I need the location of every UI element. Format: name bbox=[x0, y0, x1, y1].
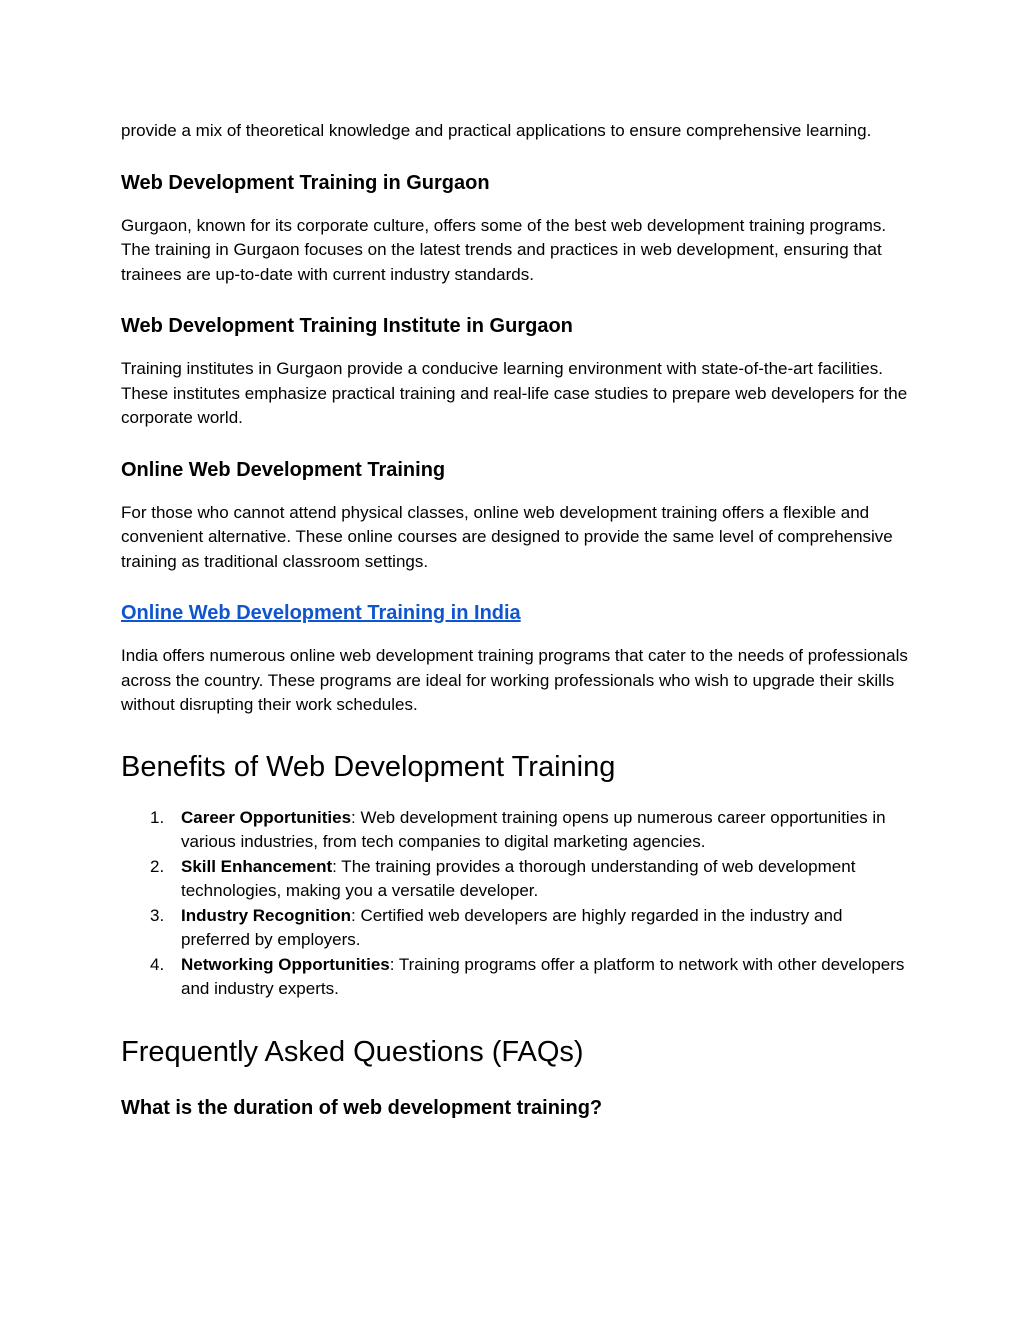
list-item bbox=[121, 855, 911, 904]
list-number: 1. bbox=[150, 807, 165, 827]
list-term: Networking Opportunities bbox=[181, 954, 390, 974]
heading-online-india bbox=[121, 599, 911, 627]
list-desc: : Web development training opens up numerous career opportunities in various industries, from tech companies to digital marketing agencies. bbox=[181, 807, 886, 851]
list-item bbox=[121, 806, 911, 855]
heading-institute: Web Development Training Institute in Gurgaon bbox=[121, 315, 573, 337]
list-item bbox=[121, 953, 911, 1002]
list-desc: : Certified web developers are highly regarded in the industry and preferred by employers. bbox=[181, 905, 843, 949]
faq-question-duration: What is the duration of web development training? bbox=[121, 1096, 603, 1119]
list-number: 3. bbox=[150, 905, 165, 925]
paragraph-institute: Training institutes in Gurgaon provide a conducive learning environment with state-of-the-art facilities. These institutes emphasize practical training and real-life case studies to prepare web developers for the corporate world. bbox=[121, 359, 908, 427]
online-india-link[interactable]: Online Web Development Training in India bbox=[121, 602, 521, 624]
list-number: 4. bbox=[150, 954, 165, 974]
paragraph-gurgaon: Gurgaon, known for its corporate culture, offers some of the best web development training programs. The training in Gurgaon focuses on the latest trends and practices in web development, ensuring that trainees are up-to-date with current industry standards. bbox=[121, 215, 887, 284]
heading-faqs: Frequently Asked Questions (FAQs) bbox=[121, 1035, 584, 1068]
list-item bbox=[121, 904, 911, 953]
benefits-list bbox=[121, 806, 911, 1002]
list-number: 2. bbox=[150, 856, 165, 876]
document-page bbox=[121, 119, 911, 1122]
list-desc: : The training provides a thorough understanding of web development technologies, making you a versatile developer. bbox=[181, 856, 856, 900]
paragraph-online: For those who cannot attend physical classes, online web development training offers a flexible and convenient alternative. These online courses are designed to provide the same level of comprehensive training as traditional classroom settings. bbox=[121, 502, 893, 571]
list-desc: : Training programs offer a platform to network with other developers and industry experts. bbox=[181, 954, 905, 998]
heading-online: Online Web Development Training bbox=[121, 458, 446, 481]
intro-paragraph: provide a mix of theoretical knowledge and practical applications to ensure comprehensive learning. bbox=[121, 121, 872, 140]
heading-benefits: Benefits of Web Development Training bbox=[121, 750, 616, 783]
list-term: Career Opportunities bbox=[181, 807, 352, 827]
heading-gurgaon: Web Development Training in Gurgaon bbox=[121, 171, 490, 194]
paragraph-online-india: India offers numerous online web development training programs that cater to the needs of professionals across the country. These programs are ideal for working professionals who wish to upgrade their skills without disrupting their work schedules. bbox=[121, 646, 908, 714]
list-term: Skill Enhancement bbox=[181, 856, 333, 876]
list-term: Industry Recognition bbox=[181, 905, 351, 925]
